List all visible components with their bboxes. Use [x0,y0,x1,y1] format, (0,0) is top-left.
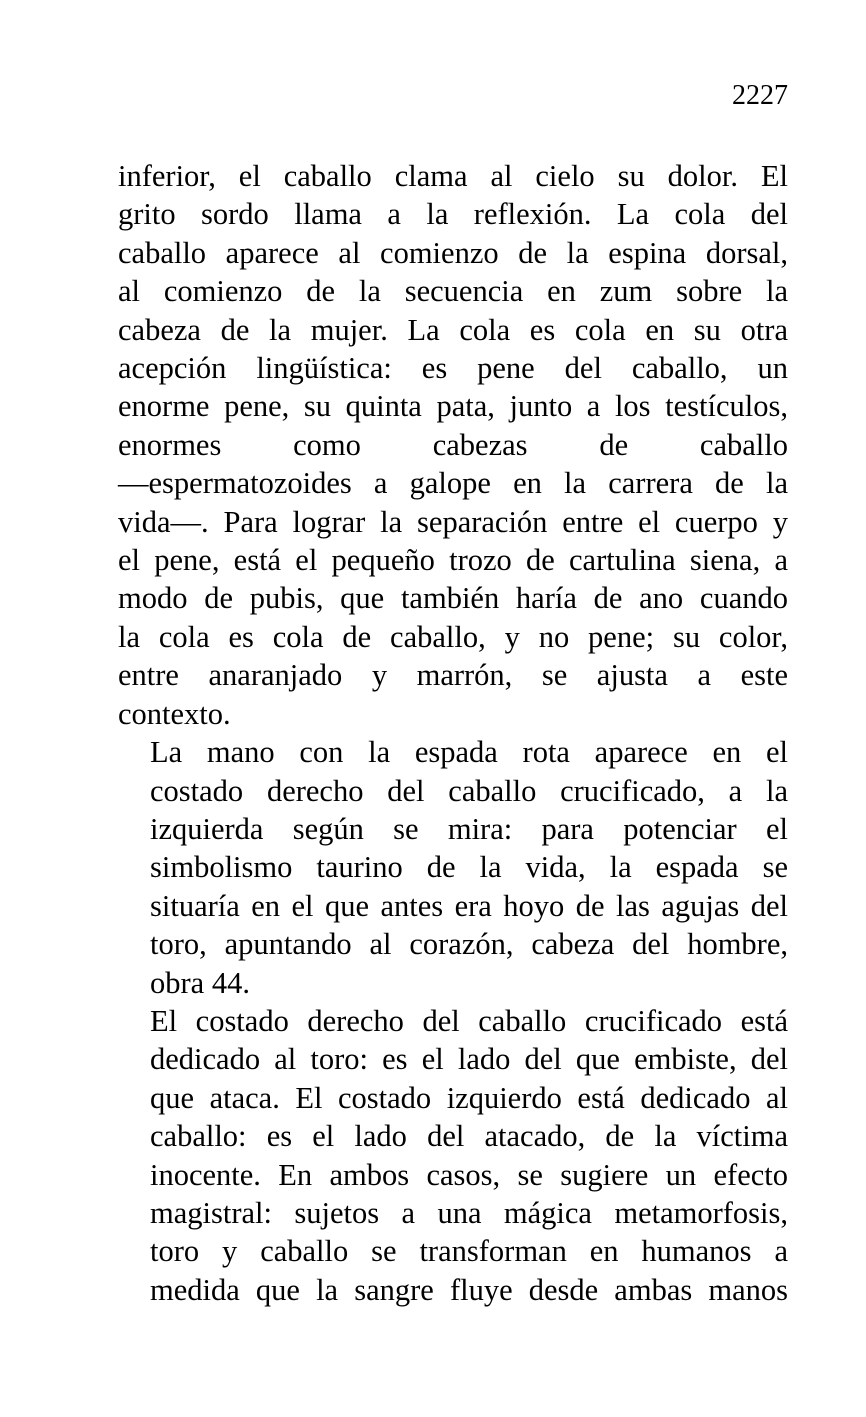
text-line: inferior, el caballo clama al cielo su dolor. El [118,159,788,193]
text-line: acepción lingüística: es pene del caballo, un [118,351,788,386]
text-line: situaría en el que antes era hoyo de las agujas del [150,888,788,923]
text-line: cabeza de la mujer. La cola es cola en su otra [118,312,788,347]
paragraph [118,733,788,1002]
body-text [118,157,788,1309]
paragraph [118,157,788,733]
text-line: que ataca. El costado izquierdo está dedicado al [150,1080,788,1115]
text-line: enorme pene, su quinta pata, junto a los testículos, [118,389,788,424]
page-number: 2227 [732,80,788,111]
text-line: toro y caballo se transforman en humanos a [150,1234,788,1269]
text-line: vida—. Para lograr la separación entre el cuerpo y [118,504,788,539]
text-line: obra 44. [150,965,250,1000]
text-line: costado derecho del caballo crucificado, a la [150,773,788,808]
text-line: caballo aparece al comienzo de la espina dorsal, [118,235,788,270]
text-line: medida que la sangre fluye desde ambas manos [150,1272,788,1307]
text-line: el pene, está el pequeño trozo de cartulina siena, a [118,543,788,578]
text-line: toro, apuntando al corazón, cabeza del hombre, [150,927,788,962]
text-line: contexto. [118,696,231,731]
text-line: la cola es cola de caballo, y no pene; su color, [118,619,788,654]
text-line: izquierda según se mira: para potenciar el [150,811,788,846]
text-line: caballo: es el lado del atacado, de la víctima [150,1119,788,1154]
text-line: simbolismo taurino de la vida, la espada se [150,850,788,885]
text-line: El costado derecho del caballo crucificado está [150,1003,788,1038]
text-line: entre anaranjado y marrón, se ajusta a este [118,658,788,693]
text-line: modo de pubis, que también haría de ano cuando [118,581,788,616]
text-line: al comienzo de la secuencia en zum sobre la [118,274,788,309]
paragraph [118,1002,788,1309]
text-line: enormes como cabezas de caballo [118,427,788,462]
text-line: —espermatozoides a galope en la carrera de la [118,466,788,501]
text-line: La mano con la espada rota aparece en el [150,735,788,770]
text-line: dedicado al toro: es el lado del que embiste, del [150,1042,788,1077]
text-line: grito sordo llama a la reflexión. La cola del [118,197,788,232]
text-line: magistral: sujetos a una mágica metamorfosis, [150,1195,788,1230]
text-line: inocente. En ambos casos, se sugiere un efecto [150,1157,788,1192]
